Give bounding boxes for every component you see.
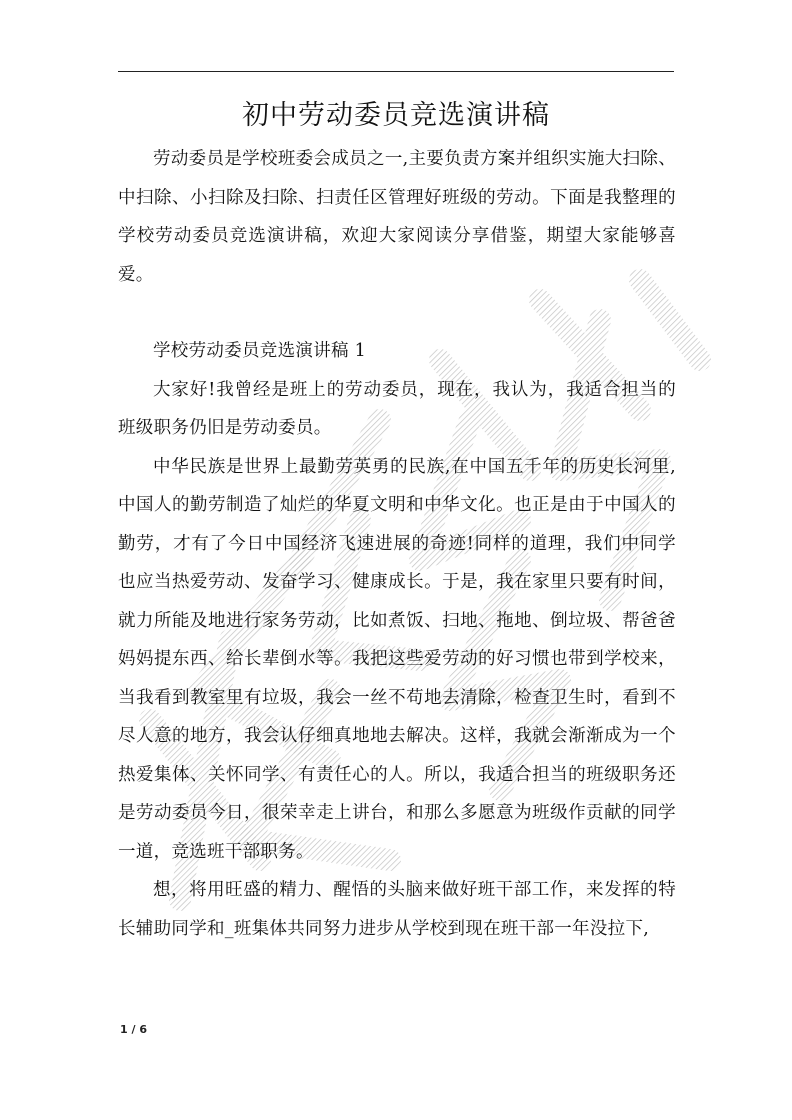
paragraph-gap [118, 294, 676, 332]
body-paragraph-3: 想，将用旺盛的精力、醒悟的头脑来做好班干部工作，来发挥的特长辅助同学和_班集体共同努力进步从学校到现在班干部一年没拉下, [118, 880, 676, 939]
document-title: 初中劳动委员竞选演讲稿 [242, 100, 550, 131]
header-rule [118, 71, 674, 72]
section-heading: 学校劳动委员竞选演讲稿 1 [153, 341, 367, 361]
page-number: 1 / 6 [120, 1023, 147, 1036]
intro-paragraph: 劳动委员是学校班委会成员之一,主要负责方案并组织实施大扫除、中扫除、小扫除及扫除、扫责任区管理好班级的劳动。下面是我整理的学校劳动委员竞选演讲稿，欢迎大家阅读分享借鉴，期望大家能够喜爱。 [118, 149, 676, 285]
body-paragraph-1: 大家好!我曾经是班上的劳动委员，现在，我认为，我适合担当的班级职务仍旧是劳动委员。 [118, 379, 676, 438]
document-body [118, 140, 676, 948]
body-paragraph-2: 中华民族是世界上最勤劳英勇的民族,在中国五千年的历史长河里,中国人的勤劳制造了灿烂的华夏文明和中华文化。也正是由于中国人的勤劳，才有了今日中国经济飞速进展的奇迹!同样的道理，我们中同学也应当热爱劳动、发奋学习、健康成长。于是，我在家里只要有时间，就力所能及地进行家务劳动，比如煮饭、扫地、拖地、倒垃圾、帮爸爸妈妈提东西、给长辈倒水等。我把这些爱劳动的好习惯也带到学校来，当我看到教室里有垃圾，我会一丝不苟地去清除，检查卫生时，看到不尽人意的地方，我会认仔细真地地去解决。这样，我就会渐渐成为一个热爱集体、关怀同学、有责任心的人。所以，我适合担当的班级职务还是劳动委员今日，很荣幸走上讲台，和那么多愿意为班级作贡献的同学一道，竞选班干部职务。 [118, 456, 676, 862]
